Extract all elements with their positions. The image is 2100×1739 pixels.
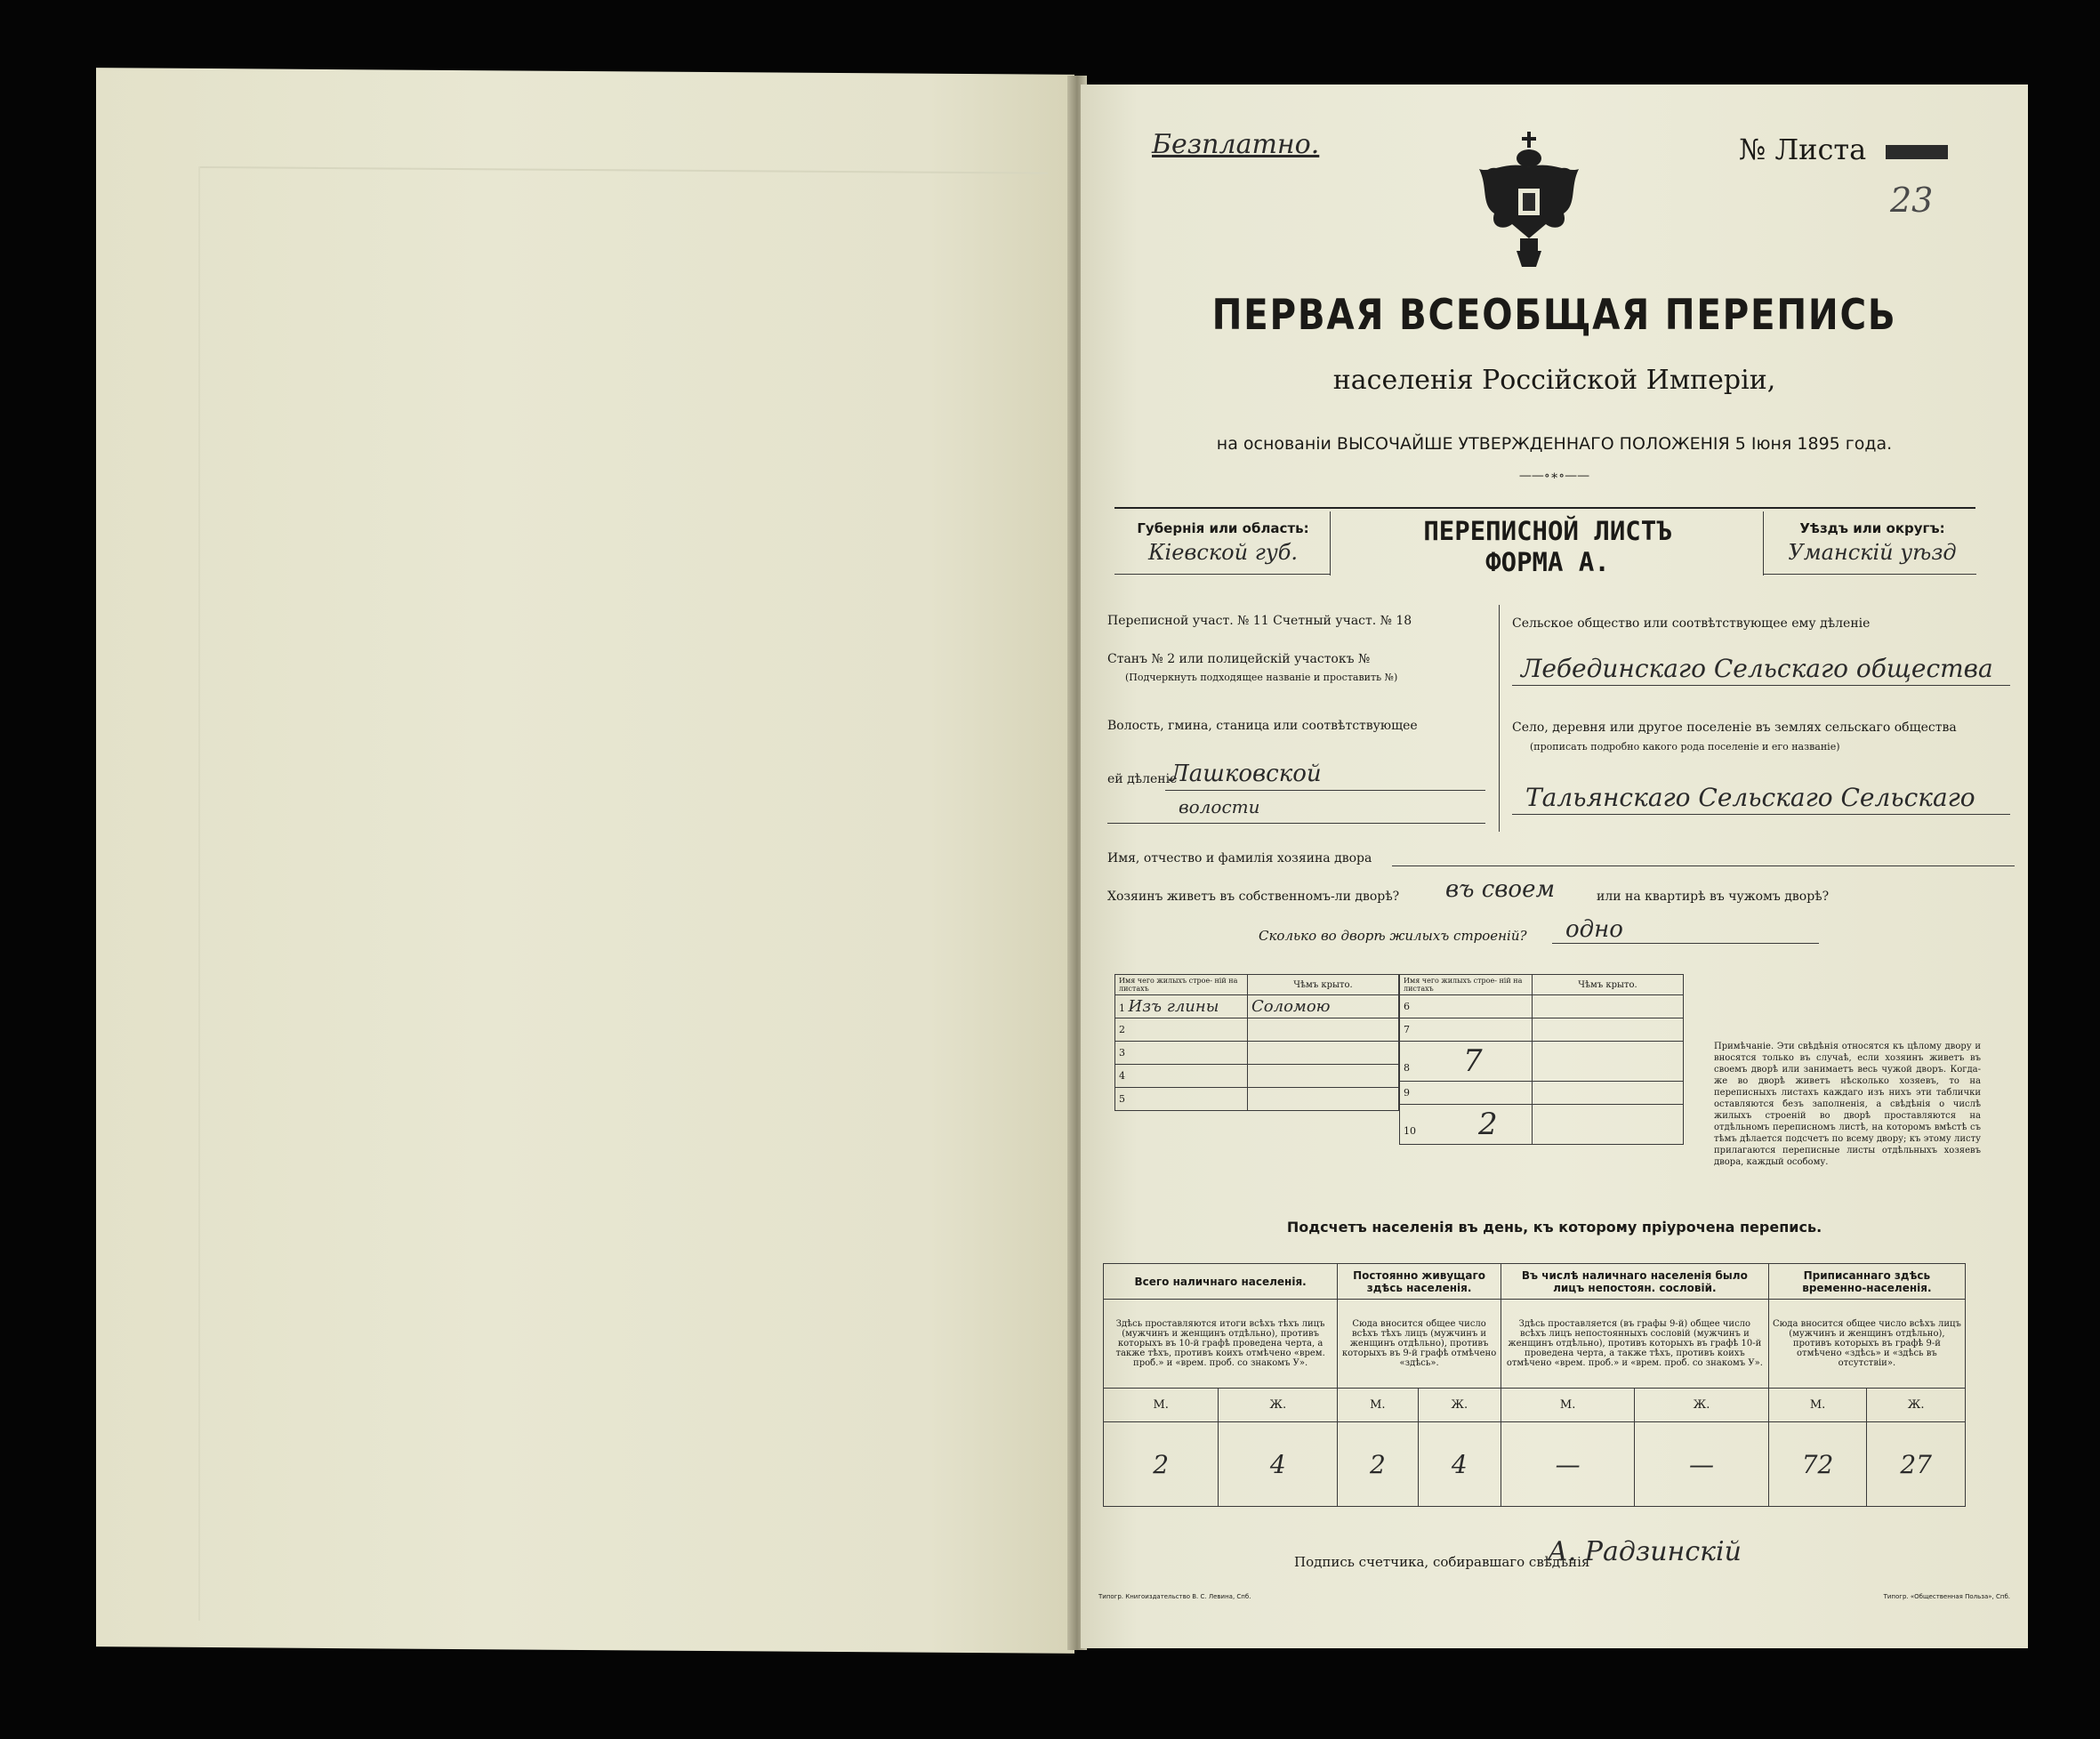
enumerator-signature: А. Радзинскій xyxy=(1548,1536,1742,1567)
female-header: Ж. xyxy=(1635,1389,1768,1422)
male-header: М. xyxy=(1104,1389,1219,1422)
district-underline xyxy=(1763,574,1976,575)
district-divider xyxy=(1763,511,1764,576)
province-label: Губернія или область: xyxy=(1137,520,1309,536)
female-count: 27 xyxy=(1867,1422,1966,1507)
header-box-top-rule xyxy=(1114,507,1975,509)
summary-col-desc: Здѣсь проставляется (въ графы 9-й) общее число всѣхъ лицъ непостоянныхъ сословій (мужчинъ и женщинъ отдѣльно), противъ которыхъ въ графѣ 10-й проведена черта, а также тѣхъ, противъ коихъ отмѣчено «врем. проб.» и «врем. проб. со знакомъ У». xyxy=(1501,1300,1768,1389)
buildings-row: 3 xyxy=(1115,1042,1248,1065)
census-section-label: Переписной участ. № 11 Счетный участ. № 18 xyxy=(1107,614,1412,628)
roof-material xyxy=(1533,1018,1684,1042)
sheet-number-label: № Листа xyxy=(1739,133,1867,166)
owner-lives-label-2: или на квартирѣ въ чужомъ дворѣ? xyxy=(1597,890,1830,904)
volost-value-2: волости xyxy=(1179,796,1260,817)
form-basis: на основаніи ВЫСОЧАЙШЕ УТВЕРЖДЕННАГО ПОЛОЖЕНІЯ 5 Іюня 1895 года. xyxy=(1216,434,1893,454)
roof-material xyxy=(1533,1082,1684,1105)
form-subtitle: населенія Россійской Имперіи, xyxy=(1332,365,1776,396)
male-count: — xyxy=(1501,1422,1634,1507)
province-underline xyxy=(1114,574,1330,575)
roof-material: Соломою xyxy=(1248,995,1399,1018)
female-count: 4 xyxy=(1418,1422,1501,1507)
roof-material xyxy=(1248,1018,1399,1042)
buildings-row: 4 xyxy=(1115,1065,1248,1088)
form-title: ПЕРВАЯ ВСЕОБЩАЯ ПЕРЕПИСЬ xyxy=(1211,291,1897,340)
society-label: Сельское общество или соотвѣтствующее ему дѣленіе xyxy=(1512,616,1871,631)
free-label: Безплатно. xyxy=(1152,129,1320,160)
owner-lives-label: Хозяинъ живетъ въ собственномъ-ли дворѣ? xyxy=(1107,890,1400,904)
owner-underline xyxy=(1392,865,2015,866)
village-label: Село, деревня или другое поселеніе въ землях сельскаго общества xyxy=(1512,721,1957,735)
volost-value: Лашковской xyxy=(1170,761,1322,787)
building-material: Изъ глины xyxy=(1128,997,1219,1016)
buildings-value: одно xyxy=(1565,916,1623,943)
volost-underline xyxy=(1165,790,1485,791)
sheet-number-handwritten: 23 xyxy=(1890,181,1934,220)
female-header: Ж. xyxy=(1867,1389,1966,1422)
roof-material xyxy=(1248,1042,1399,1065)
note-text: Примѣчаніе. Эти свѣдѣнія относятся къ цѣлому двору и вносятся только въ случаѣ, если хозяинъ живетъ въ своемъ дворѣ или занимаетъ весь чужой дворъ. Когда-же во дворѣ живетъ нѣсколько хозяевъ, то на переписныхъ листахъ каждаго изъ нихъ эти таблички оставляются безъ заполненія, а свѣдѣнія о числѣ жилыхъ строеній во дворѣ проставляются на отдѣльномъ переписномъ листѣ, на которомъ вмѣстѣ съ тѣмъ дѣлается подсчетъ по всему двору; къ этому листу прилагаются переписные листы отдѣльныхъ хозяевъ двора, каждый особому. xyxy=(1714,1042,1981,1167)
district-value: Уманскій уѣзд xyxy=(1788,540,1957,565)
roof-material xyxy=(1248,1088,1399,1111)
census-form-page xyxy=(1081,85,2028,1648)
volost-label-2: ей дѣленіе xyxy=(1107,772,1178,786)
buildings-underline xyxy=(1552,943,1819,944)
summary-col-title: Приписаннаго здѣсь временно-населенія. xyxy=(1768,1264,1965,1300)
roof-material xyxy=(1533,995,1684,1018)
female-count: 4 xyxy=(1219,1422,1338,1507)
left-page-rule xyxy=(198,166,1048,174)
stan-label: Станъ № 2 или полицейскій участокъ № xyxy=(1107,652,1371,666)
volost-underline-2 xyxy=(1107,823,1485,824)
buildings-col2-header: Чѣмъ крыто. xyxy=(1248,975,1399,995)
male-count: 2 xyxy=(1104,1422,1219,1507)
owner-lives-value: въ своем xyxy=(1445,876,1556,903)
form-name: ФОРМА А. xyxy=(1485,547,1610,577)
volost-label: Волость, гмина, станица или соотвѣтствующее xyxy=(1107,719,1418,733)
summary-col-title: Въ числѣ наличнаго населенія было лицъ непостоян. сословій. xyxy=(1501,1264,1768,1300)
population-summary-table xyxy=(1103,1263,1966,1507)
buildings-row: 5 xyxy=(1115,1088,1248,1111)
female-header: Ж. xyxy=(1418,1389,1501,1422)
buildings-table-left xyxy=(1114,974,1399,1111)
stan-note: (Подчеркнуть подходящее названіе и проставить №) xyxy=(1125,672,1398,683)
row-number: 8 xyxy=(1404,1062,1410,1074)
owner-label: Имя, отчество и фамилія хозяина двора xyxy=(1107,851,1372,865)
row-number: 1 xyxy=(1119,1002,1125,1014)
buildings-row: 2 xyxy=(1115,1018,1248,1042)
signature-label: Подпись счетчика, собиравшаго свѣдѣнія xyxy=(1294,1554,1590,1570)
province-value: Кіевской губ. xyxy=(1147,540,1299,565)
male-header: М. xyxy=(1501,1389,1634,1422)
imperial-eagle-emblem xyxy=(1472,125,1588,271)
summary-col-desc: Сюда вносится общее число всѣхъ тѣхъ лицъ (мужчинъ и женщинъ отдѣльно), противъ которыхъ въ 9-й графѣ отмѣчено «здѣсь». xyxy=(1338,1300,1501,1389)
summary-col-desc: Здѣсь проставляются итоги всѣхъ тѣхъ лицъ (мужчинъ и женщинъ отдѣльно), противъ которыхъ въ 10-й графѣ проведена черта, а также тѣхъ, противъ коихъ отмѣчено «врем. проб.» и «врем. проб. со знакомъ У». xyxy=(1104,1300,1338,1389)
village-value: Тальянскаго Сельскаго Сельскаго xyxy=(1525,783,1975,812)
handwritten-mark: 7 xyxy=(1463,1043,1483,1079)
male-header: М. xyxy=(1768,1389,1867,1422)
male-count: 2 xyxy=(1338,1422,1418,1507)
summary-col-title: Постоянно живущаго здѣсь населенія. xyxy=(1338,1264,1501,1300)
province-divider xyxy=(1330,511,1331,576)
district-label: Уѣздъ или округъ: xyxy=(1799,520,1945,536)
buildings-table-right xyxy=(1399,974,1684,1145)
buildings-col2-header: Чѣмъ крыто. xyxy=(1533,975,1684,995)
buildings-col1-header: Имя чего жилыхъ строе- ній на листахъ xyxy=(1400,975,1533,995)
printer-right: Типогр. «Общественная Польза», Спб. xyxy=(1883,1593,2010,1600)
summary-col-desc: Сюда вносится общее число всѣхъ лицъ (мужчинъ и женщинъ отдѣльно), противъ которыхъ въ графѣ 9-й отмѣчено «здѣсь» и «здѣсь въ отсутствіи». xyxy=(1768,1300,1965,1389)
society-underline xyxy=(1512,685,2010,686)
fields-divider xyxy=(1499,605,1500,832)
left-blank-page xyxy=(96,68,1074,1654)
female-header: Ж. xyxy=(1219,1389,1338,1422)
ornament-divider: ——∘∗∘—— xyxy=(1518,469,1590,483)
roof-material xyxy=(1248,1065,1399,1088)
roof-material xyxy=(1533,1042,1684,1082)
buildings-row xyxy=(1115,995,1248,1018)
buildings-row xyxy=(1400,1105,1533,1145)
male-count: 72 xyxy=(1768,1422,1867,1507)
society-value: Лебединскаго Сельскаго общества xyxy=(1521,654,1993,683)
roof-material xyxy=(1533,1105,1684,1145)
village-underline xyxy=(1512,814,2010,815)
handwritten-mark: 2 xyxy=(1478,1107,1498,1142)
buildings-col1-header: Имя чего жилыхъ строе- ній на листахъ xyxy=(1115,975,1248,995)
summary-heading: Подсчетъ населенія въ день, къ которому пріурочена перепись. xyxy=(1286,1219,1822,1236)
sheet-title: ПЕРЕПИСНОЙ ЛИСТЪ xyxy=(1423,516,1672,546)
printer-left: Типогр. Книгоиздательство В. С. Левина, Спб. xyxy=(1098,1593,1251,1600)
buildings-row: 7 xyxy=(1400,1018,1533,1042)
male-header: М. xyxy=(1338,1389,1418,1422)
row-number: 10 xyxy=(1404,1125,1416,1137)
buildings-row: 9 xyxy=(1400,1082,1533,1105)
buildings-row: 6 xyxy=(1400,995,1533,1018)
summary-col-title: Всего наличнаго населенія. xyxy=(1104,1264,1338,1300)
left-page-vrule xyxy=(198,166,200,1621)
village-note: (прописать подробно какого рода поселеніе и его названіе) xyxy=(1530,741,1840,753)
redacted-sheet-number xyxy=(1886,145,1948,159)
female-count: — xyxy=(1635,1422,1768,1507)
buildings-row xyxy=(1400,1042,1533,1082)
buildings-label: Сколько во дворѣ жилыхъ строеній? xyxy=(1259,928,1527,944)
